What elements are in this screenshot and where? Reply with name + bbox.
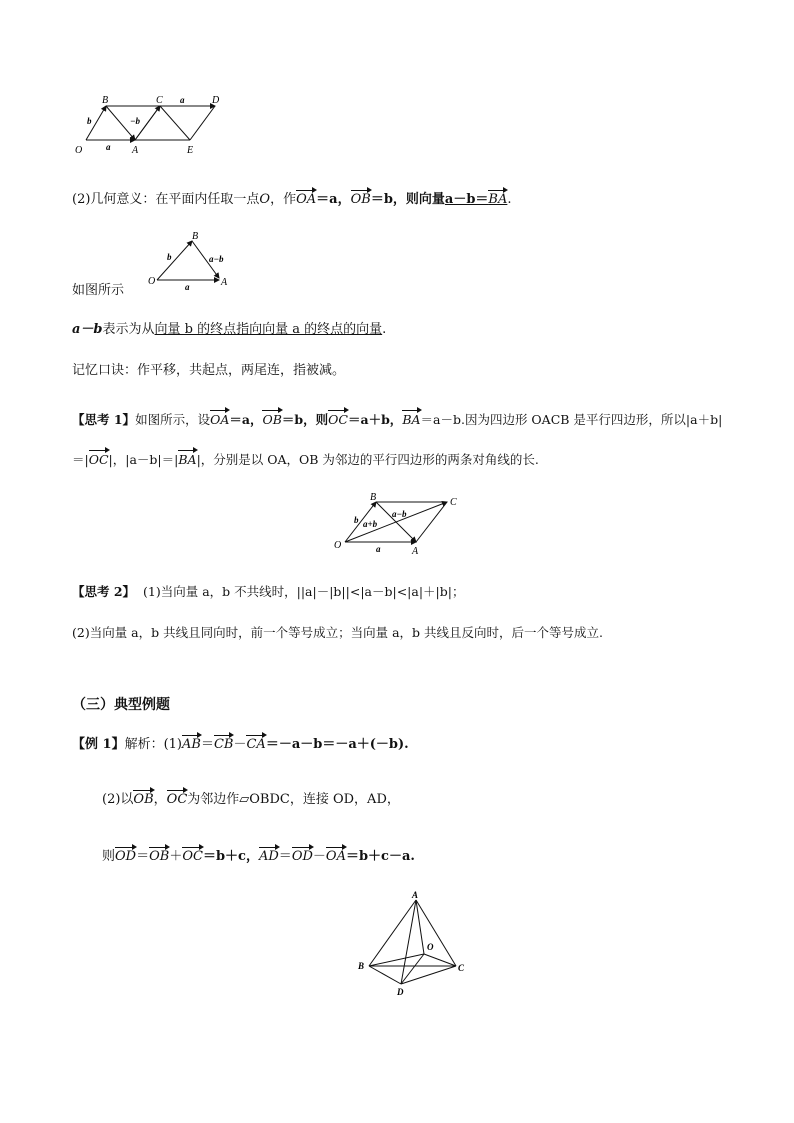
label-a: a xyxy=(185,282,190,290)
think1-line2: ＝|OC|，|a－b|＝|BA|，分别是以 OA，OB 为邻边的平行四边形的两条对角线的长. xyxy=(72,452,539,467)
label-A: A xyxy=(412,890,419,900)
label-a-minus-b: a−b xyxy=(392,509,407,519)
label-O: O xyxy=(334,540,342,551)
example1-line2: (2)以OB，OC为邻边作▱OBDC，连接 OD，AD， xyxy=(102,792,400,807)
think2-line2: (2)当向量 a，b 共线且同向时，前一个等号成立；当向量 a，b 共线且反向时，后一个等号成立. xyxy=(72,625,603,640)
figure-parallelogram-chain xyxy=(70,90,230,160)
geometric-meaning: (2)几何意义：在平面内任取一点O，作OA＝a，OB＝b，则向量a－b＝BA. xyxy=(72,192,512,207)
think2-line1: 【思考 2】 (1)当向量 a，b 不共线时，||a|－|b||<|a－b|<|a|＋|b|； xyxy=(72,584,465,599)
label-O: O xyxy=(75,145,83,156)
section-heading: （三）典型例题 xyxy=(72,697,170,713)
label-b: b xyxy=(87,116,92,126)
memory-rhyme: 记忆口诀：作平移，共起点，两尾连，指被减。 xyxy=(72,363,346,378)
example1-line3: 则OD＝OB＋OC＝b＋c，AD＝OD－OA＝b＋c－a. xyxy=(102,849,415,864)
example1-line1: 【例 1】解析：(1)AB＝CB－CA＝－a－b＝－a＋(－b). xyxy=(72,737,409,752)
label-a-minus-b: a−b xyxy=(209,254,224,264)
label-B: B xyxy=(192,231,199,242)
label-a: a xyxy=(376,544,381,554)
label-a-bottom: a xyxy=(106,142,111,152)
label-O: O xyxy=(427,942,434,952)
label-A: A xyxy=(412,546,419,557)
meaning-line: a－b表示为从向量 b 的终点指向向量 a 的终点的向量. xyxy=(72,322,387,337)
label-B: B xyxy=(370,492,377,503)
label-D: D xyxy=(212,95,220,106)
figure-caption: 如图所示 xyxy=(72,283,125,298)
label-a-plus-b: a+b xyxy=(363,519,378,529)
label-D: D xyxy=(397,987,404,997)
label-O: O xyxy=(148,276,156,287)
label-A: A xyxy=(221,277,228,288)
label-C: C xyxy=(450,497,457,508)
label-B: B xyxy=(102,95,109,106)
label-A: A xyxy=(132,145,139,156)
label-C: C xyxy=(458,963,465,973)
label-B: B xyxy=(358,961,365,971)
label-a-top: a xyxy=(180,95,185,105)
label-b: b xyxy=(167,252,172,262)
think1-line1: 【思考 1】如图所示，设OA＝a，OB＝b，则OC＝a＋b，BA＝a－b.因为四边形 OACB 是平行四边形，所以|a＋b| xyxy=(72,412,723,427)
figure-tetrahedron xyxy=(352,888,472,1000)
figure-parallelogram-diagonals xyxy=(330,490,465,560)
label-E: E xyxy=(187,145,194,156)
figure-subtraction-triangle xyxy=(145,228,235,290)
label-C: C xyxy=(156,95,163,106)
label-neg-b: −b xyxy=(130,116,140,126)
label-b: b xyxy=(354,515,359,525)
